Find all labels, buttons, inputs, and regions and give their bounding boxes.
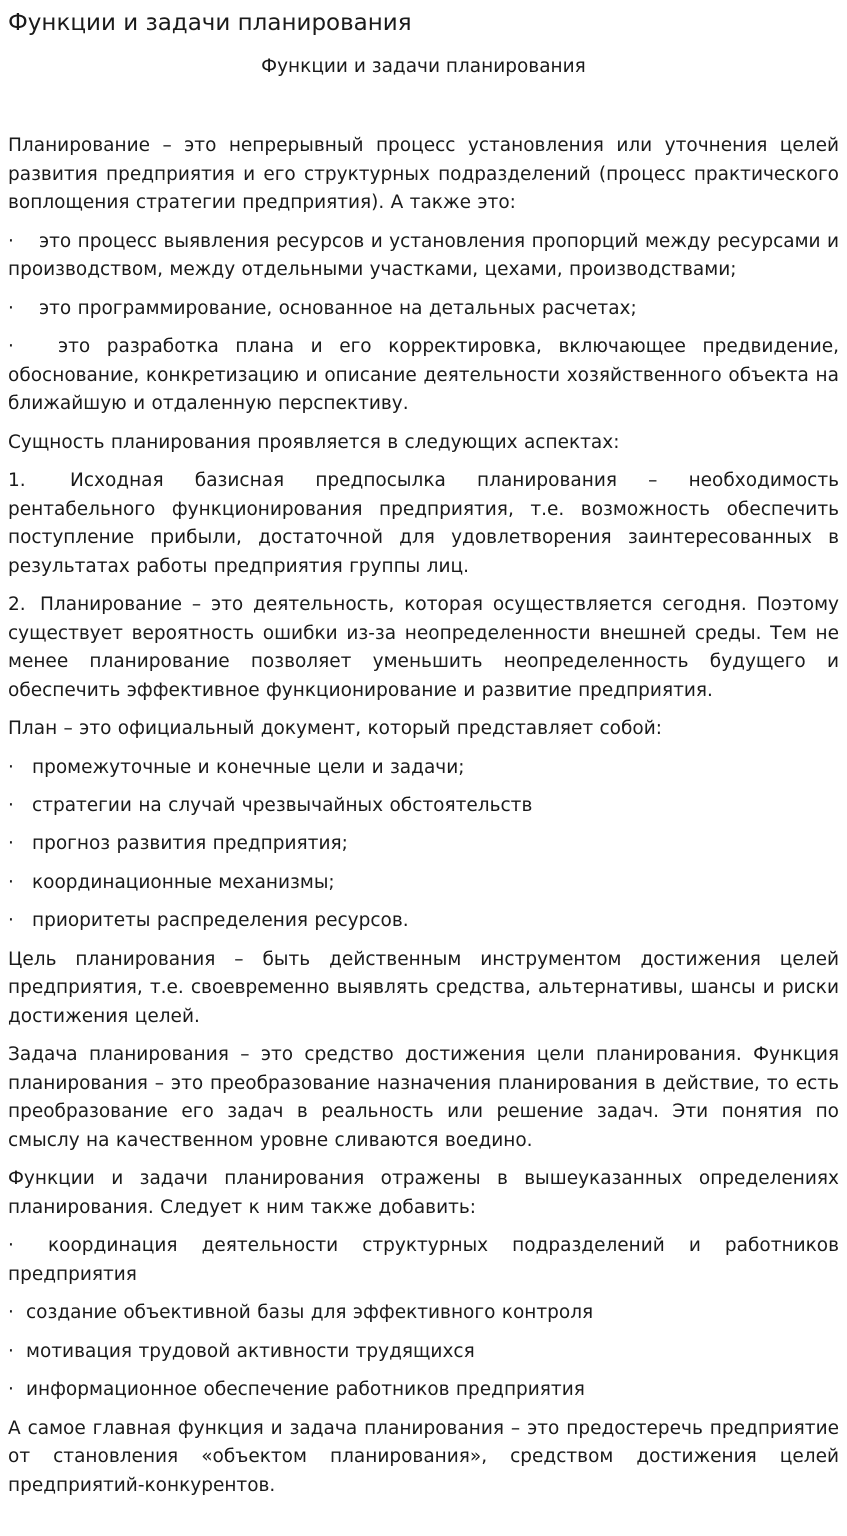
extra-item xyxy=(8,1338,839,1367)
bullet-marker: · xyxy=(8,1235,14,1257)
plan-item-text: промежуточные и конечные цели и задачи; xyxy=(32,756,465,778)
extra-item-text: координация деятельности структурных подразделений и работников предприятия xyxy=(8,1235,839,1285)
extra-item xyxy=(8,1299,839,1328)
plan-item xyxy=(8,792,839,821)
plan-item-text: прогноз развития предприятия; xyxy=(32,833,348,855)
goal-paragraph: Цель планирования – быть действенным инструментом достижения целей предприятия, т.е. своевременно выявлять средства, альтернативы, шансы и риски достижения целей. xyxy=(8,948,839,1027)
bullet-marker: · xyxy=(8,756,14,778)
task-paragraph: Задача планирования – это средство достижения цели планирования. Функция планирования – это преобразование назначения планирования в действие, то есть преобразование его задач в реальность или решение задач. Эти понятия по смыслу на качественном уровне сливаются воедино. xyxy=(8,1044,839,1151)
extra-item-text: мотивация трудовой активности трудящихся xyxy=(26,1340,475,1362)
bullet-marker: · xyxy=(8,871,14,893)
plan-item xyxy=(8,830,839,859)
bullet-marker: · xyxy=(8,1302,14,1324)
plan-item-text: стратегии на случай чрезвычайных обстоятельств xyxy=(32,795,533,817)
intro-paragraph: Планирование – это непрерывный процесс установления или уточнения целей развития предприятия и его структурных подразделений (процесс практического воплощения стратегии предприятия). А также это: xyxy=(8,135,839,214)
document-body xyxy=(8,132,839,1500)
plan-item-text: приоритеты распределения ресурсов. xyxy=(32,910,409,932)
page-title: Функции и задачи планирования xyxy=(8,10,412,36)
definition-item xyxy=(8,333,839,419)
bullet-marker: · xyxy=(8,1340,14,1362)
conclusion-paragraph: А самое главная функция и задача планирования – это предостеречь предприятие от становления «объектом планирования», средством достижения целей предприятий-конкурентов. xyxy=(8,1417,839,1496)
plan-heading: План – это официальный документ, который представляет собой: xyxy=(8,718,662,740)
document-heading: Функции и задачи планирования xyxy=(261,56,586,77)
aspect-number: 1. xyxy=(8,469,26,491)
definition-item xyxy=(8,228,839,285)
bullet-marker: · xyxy=(8,297,14,319)
aspect-text: Исходная базисная предпосылка планирования – необходимость рентабельного функционирования предприятия, т.е. возможность обеспечить поступление прибыли, достаточной для удовлетворения заинтересованных в результатах работы предприятия группы лиц. xyxy=(8,469,839,577)
bullet-marker: · xyxy=(8,795,14,817)
extra-item-text: информационное обеспечение работников предприятия xyxy=(26,1379,585,1401)
extra-item xyxy=(8,1376,839,1405)
plan-item-text: координационные механизмы; xyxy=(32,871,335,893)
bullet-marker: · xyxy=(8,335,14,357)
plan-item xyxy=(8,869,839,898)
functions-paragraph: Функции и задачи планирования отражены в вышеуказанных определениях планирования. Следует к ним также добавить: xyxy=(8,1168,839,1218)
aspect-item xyxy=(8,591,839,705)
aspect-text: Планирование – это деятельность, которая осуществляется сегодня. Поэтому существует вероятность ошибки из-за неопределенности внешней среды. Тем не менее планирование позволяет уменьшить неопределенность будущего и обеспечить эффективное функционирование и развитие предприятия. xyxy=(8,594,839,701)
definition-item xyxy=(8,295,839,324)
plan-item xyxy=(8,907,839,936)
definition-text: это программирование, основанное на детальных расчетах; xyxy=(39,297,637,319)
bullet-marker: · xyxy=(8,230,14,252)
extra-item xyxy=(8,1232,839,1289)
plan-item xyxy=(8,754,839,783)
bullet-marker: · xyxy=(8,833,14,855)
bullet-marker: · xyxy=(8,1379,14,1401)
definition-text: это процесс выявления ресурсов и установления пропорций между ресурсами и производством, между отдельными участками, цехами, производствами; xyxy=(8,230,839,281)
definition-text: это разработка плана и его корректировка, включающее предвидение, обоснование, конкретизацию и описание деятельности хозяйственного объекта на ближайшую и отдаленную перспективу. xyxy=(8,335,839,415)
aspect-number: 2. xyxy=(8,594,26,616)
extra-item-text: создание объективной базы для эффективного контроля xyxy=(26,1302,594,1324)
aspect-item xyxy=(8,467,839,581)
bullet-marker: · xyxy=(8,910,14,932)
essence-heading: Сущность планирования проявляется в следующих аспектах: xyxy=(8,431,620,453)
